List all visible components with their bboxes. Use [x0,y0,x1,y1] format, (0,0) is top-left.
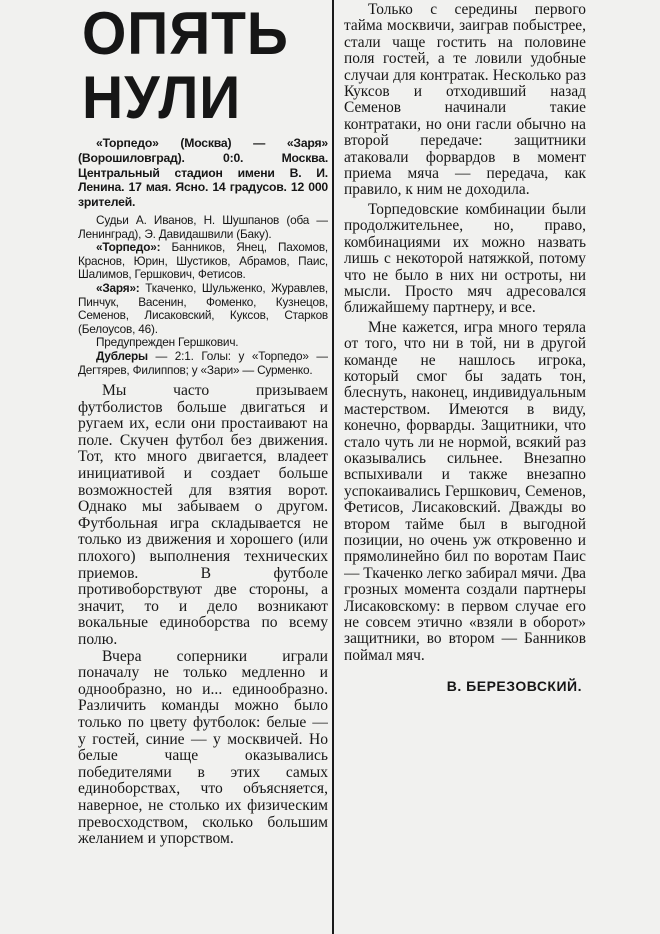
lineup-torpedo-label: «Торпедо»: [96,240,161,255]
match-info: «Торпедо» (Москва) — «Заря» (Ворошиловград). 0:0. Москва. Центральный стадион имени В. И. Ленина. 17 мая. Ясно. 14 градусов. 12 000 зрителей. [78,136,328,210]
headline-line-1: ОПЯТЬ [82,2,289,67]
right-paragraph-3: Мне кажется, игра много теряла от того, что ни в той, ни в другой команде не нашлось игрока, который смог бы задать тон, блеснуть, наконец, индивидуальным мастерством. Имеются в виду, конечно, форварды. Защитники, что стало чуть ли не нормой, всякий раз оказывались сильнее. Внезапно вспыхивали и также внезапно успокаивались Гершкович, Семенов, Фетисов, Лисаковский. Дважды во втором тайме был в выгодной позиции, но очень уж откровенно и прямолинейно бил по воротам Паис — Ткаченко легко забирал мячи. Два грозных момента создали партнеры Лисаковскому: в первом случае его не совсем этично «взяли в оборот» защитники, во втором — Банников поймал мяч. [344,318,586,664]
column-divider [332,0,334,934]
lineup-zarya [78,282,328,336]
left-column [78,2,328,932]
reserves-label: Дублеры [96,348,148,363]
reserves-result [78,350,328,377]
referees: Судьи А. Иванов, Н. Шушпанов (оба — Ленинград), Э. Давидашвили (Баку). [78,212,328,241]
reserves-detail: — 2:1. Голы: у «Торпедо» — Дегтярев, Филиппов; у «Зари» — Сурменко. [78,348,328,377]
right-column [344,2,586,932]
right-paragraph-2: Торпедовские комбинации были продолжительнее, но, право, комбинациями их можно назвать лишь с некоторой натяжкой, потому что не было в них ни остроты, ни мысли. Просто мяч адресовался ближайшему партнеру, и все. [344,200,586,317]
lineup-zarya-players: Ткаченко, Шульженко, Журавлев, Пинчук, Васенин, Фоменко, Кузнецов, Семенов, Лисаковский, Куксов, Старков (Белоусов, 46). [78,280,328,336]
right-paragraph-1: Только с середины первого тайма москвичи, заиграв побыстрее, стали чаще гостить на половине поля гостей, а те ловили удобные случаи для контратак. Несколько раз Куксов и отходивший назад Семенов начинали такие контратаки, но они гасли обычно на второй передаче: защитники атаковали форвардов в момент приема мяча — передача, как правило, к ним не доходила. [344,2,586,199]
author-signature: В. БЕРЕЗОВСКИЙ. [446,678,582,695]
lineup-torpedo [78,241,328,282]
lineup-torpedo-players: Банников, Янец, Пахомов, Краснов, Юрин, Шустиков, Абрамов, Паис, Шалимов, Гершкович, Фетисов. [78,240,328,282]
article-headline [82,2,316,130]
left-paragraph-2: Вчера соперники играли поначалу не только медленно и однообразно, но и... единообразно. Различить команды можно было только по цвету футболок: белые — у гостей, синие — у москвичей. Но белые чаще оказывались победителями в этих самых единоборствах, что объясняется, наверное, не столько их физическим превосходством, сколько большим желанием и упорством. [78,647,328,848]
headline-line-2: НУЛИ [82,64,242,131]
lineup-zarya-label: «Заря»: [96,280,140,295]
left-paragraph-1: Мы часто призываем футболистов больше двигаться и ругаем их, если они простаивают на поле. Скучен футбол без движения. Тот, кто много двигается, владеет инициативой и создает больше возможностей для взятия ворот. Однако мы забываем о другом. Футбольная игра складывается не только из движения и хорошего (или плохого) выполнения технических приемов. В футболе противоборствуют две стороны, а значит, то и дело возникают вокальные единоборства по всему полю. [78,382,328,649]
warning-note: Предупрежден Гершкович. [96,335,239,350]
